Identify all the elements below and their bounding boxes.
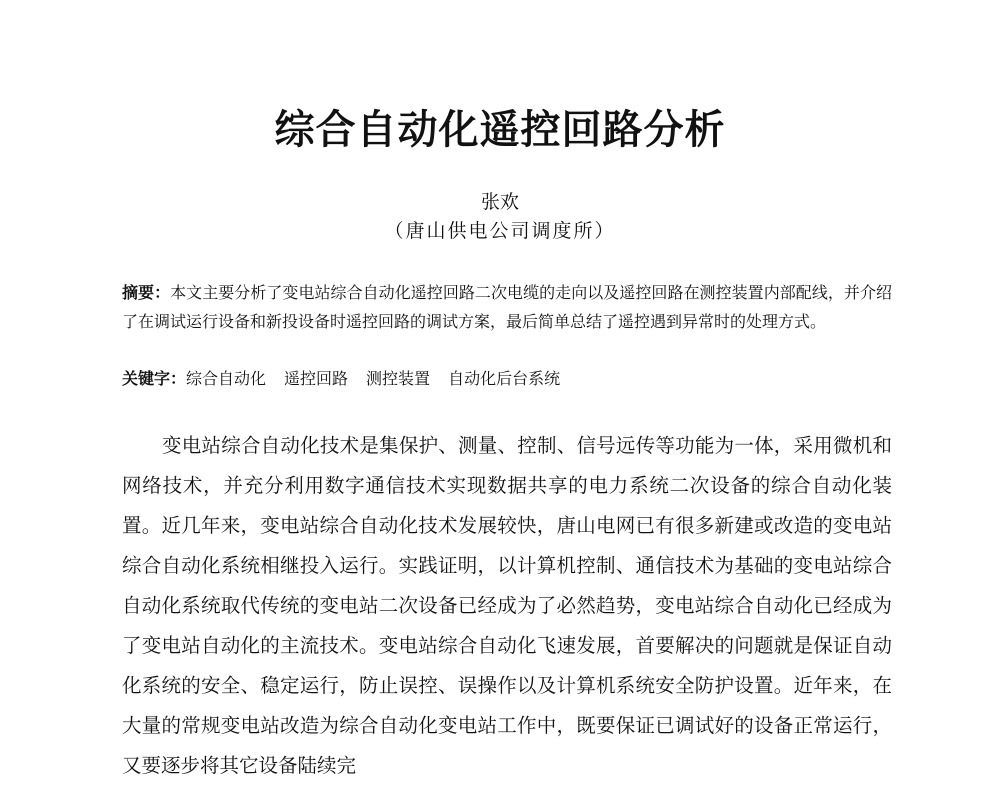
author-affiliation: （唐山供电公司调度所） (384, 220, 616, 242)
author-name: 张欢 (480, 191, 519, 213)
paper-title: 综合自动化遥控回路分析 (274, 107, 726, 153)
keyword: 测控装置 (366, 369, 431, 388)
abstract-text: 本文主要分析了变电站综合自动化遥控回路二次电缆的走向以及遥控回路在测控装置内部配线，并介绍了在调试运行设备和新投设备时遥控回路的调试方案，最后简单总结了遥控遇到异常时的处理方式。 (122, 283, 892, 331)
keywords (122, 367, 892, 391)
keyword: 综合自动化 (186, 369, 267, 388)
keyword: 自动化后台系统 (448, 369, 561, 388)
keyword: 遥控回路 (284, 369, 349, 388)
abstract (122, 278, 892, 336)
body-paragraph: 变电站综合自动化技术是集保护、测量、控制、信号远传等功能为一体，采用微机和网络技术，并充分利用数字通信技术实现数据共享的电力系统二次设备的综合自动化装置。近几年来，变电站综合自动化技术发展较快，唐山电网已有很多新建或改造的变电站综合自动化系统相继投入运行。实践证明，以计算机控制、通信技术为基础的变电站综合自动化系统取代传统的变电站二次设备已经成为了必然趋势，变电站综合自动化已经成为了变电站自动化的主流技术。变电站综合自动化飞速发展，首要解决的问题就是保证自动化系统的安全、稳定运行，防止误控、误操作以及计算机系统安全防护设置。近年来，在大量的常规变电站改造为综合自动化变电站工作中，既要保证已调试好的设备正常运行，又要逐步将其它设备陆续完 (122, 434, 892, 777)
keywords-label: 关键字： (122, 369, 187, 388)
abstract-label: 摘要： (122, 283, 171, 302)
